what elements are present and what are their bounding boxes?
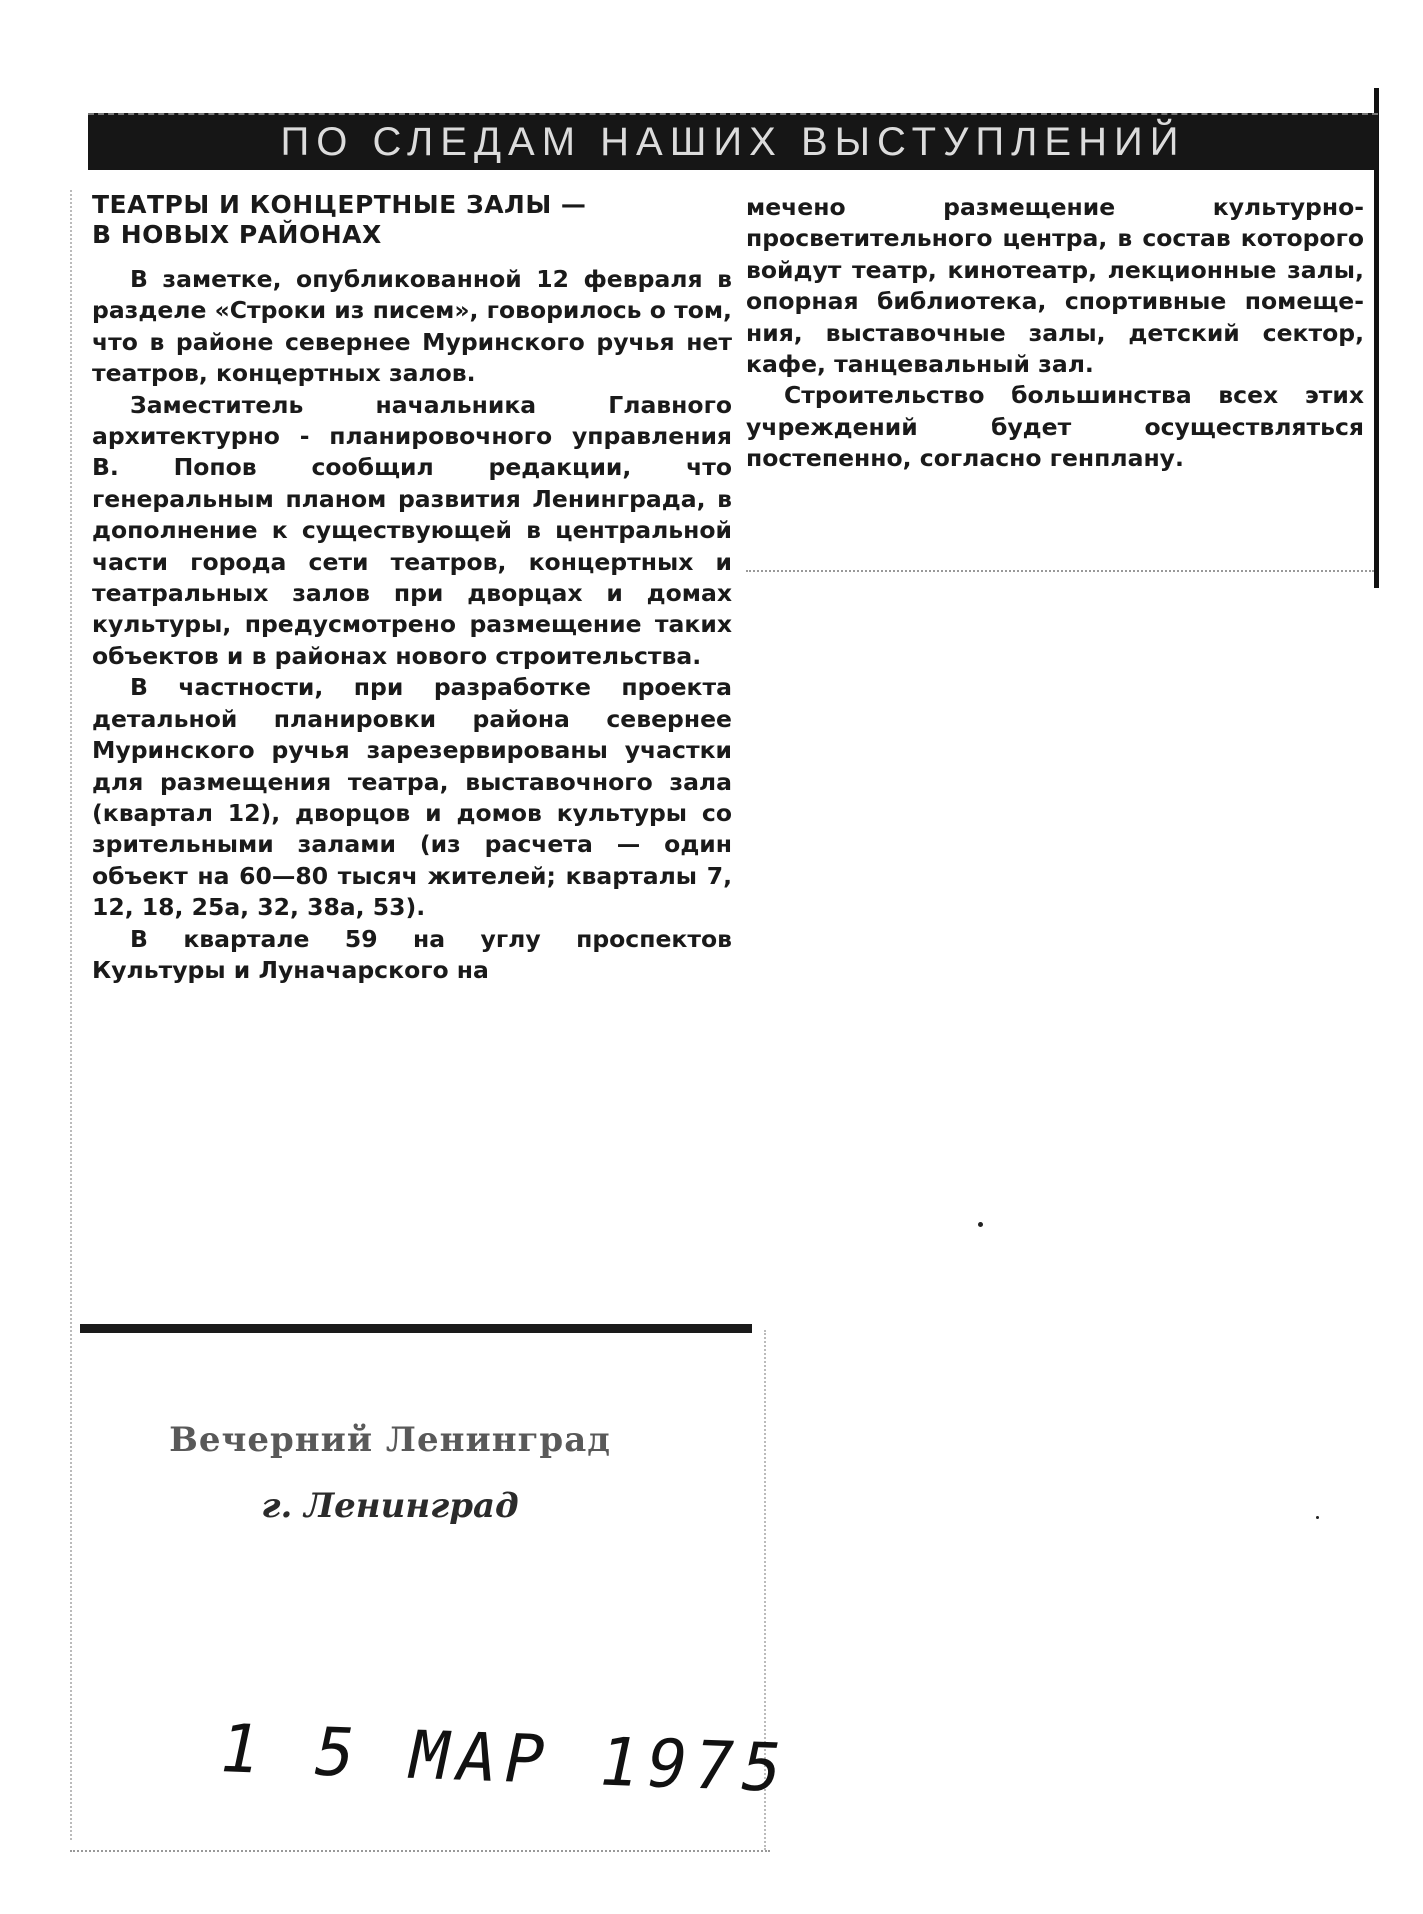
newspaper-clipping — [70, 80, 1380, 1870]
article-headline — [92, 190, 732, 250]
stamp-city: г. Ленинград — [261, 1486, 519, 1526]
article-column-left — [92, 190, 732, 986]
article-column-right — [746, 192, 1364, 475]
section-banner-title: ПО СЛЕДАМ НАШИХ ВЫСТУПЛЕНИЙ — [280, 120, 1186, 164]
headline-line-2: В НОВЫХ РАЙОНАХ — [92, 220, 382, 249]
date-stamp: 1 5 МАР 1975 — [211, 1710, 798, 1807]
bottom-rule — [80, 1324, 752, 1333]
cut-line — [746, 570, 1374, 573]
cut-edge-left — [70, 190, 73, 1840]
stamp-newspaper-name: Вечерний Ленинград — [169, 1420, 611, 1460]
article-paragraph: В частности, при разработке проекта детальной планировки района севернее Муринского ручья зарезервированы участки для размещения театра, выставочного зала (квартал 12), дворцов и домов культуры со зрительными залами (из расчета — один объект на 60—80 тысяч жителей; кварталы 7, 12, 18, 25а, 32, 38а, 53). — [92, 673, 732, 922]
speck — [978, 1222, 983, 1227]
cut-edge-bottom — [70, 1850, 770, 1853]
article-paragraph-continued: мечено размещение культурно-просветительного центра, в состав которого войдут театр, кинотеатр, лекционные залы, опорная библиотека, спортивные помещения, выставочные залы, детский сектор, кафе, танцевальный зал. — [746, 193, 1364, 379]
newspaper-stamp — [160, 1420, 620, 1526]
article-paragraph: Заместитель начальника Главного архитектурно - планировочного управления В. Попов сообщил редакции, что генеральным планом развития Ленинграда, в дополнение к существующей в центральной части города сети театров, концертных и театральных залов при дворцах и домах культуры, предусмотрено размещение таких объектов и в районах нового строительства. — [92, 390, 732, 670]
section-banner — [88, 113, 1378, 170]
article-paragraph: В квартале 59 на углу проспектов Культуры и Луначарского на — [92, 924, 732, 984]
headline-line-1: ТЕАТРЫ И КОНЦЕРТНЫЕ ЗАЛЫ — — [92, 190, 587, 219]
article-paragraph: В заметке, опубликованной 12 февраля в разделе «Строки из писем», говорилось о том, что в районе севернее Муринского ручья нет театров, концертных залов. — [92, 265, 732, 388]
speck — [1316, 1516, 1319, 1519]
article-paragraph: Строительство большинства всех этих учреждений будет осуществляться постепенно, согласно генплану. — [746, 381, 1364, 473]
